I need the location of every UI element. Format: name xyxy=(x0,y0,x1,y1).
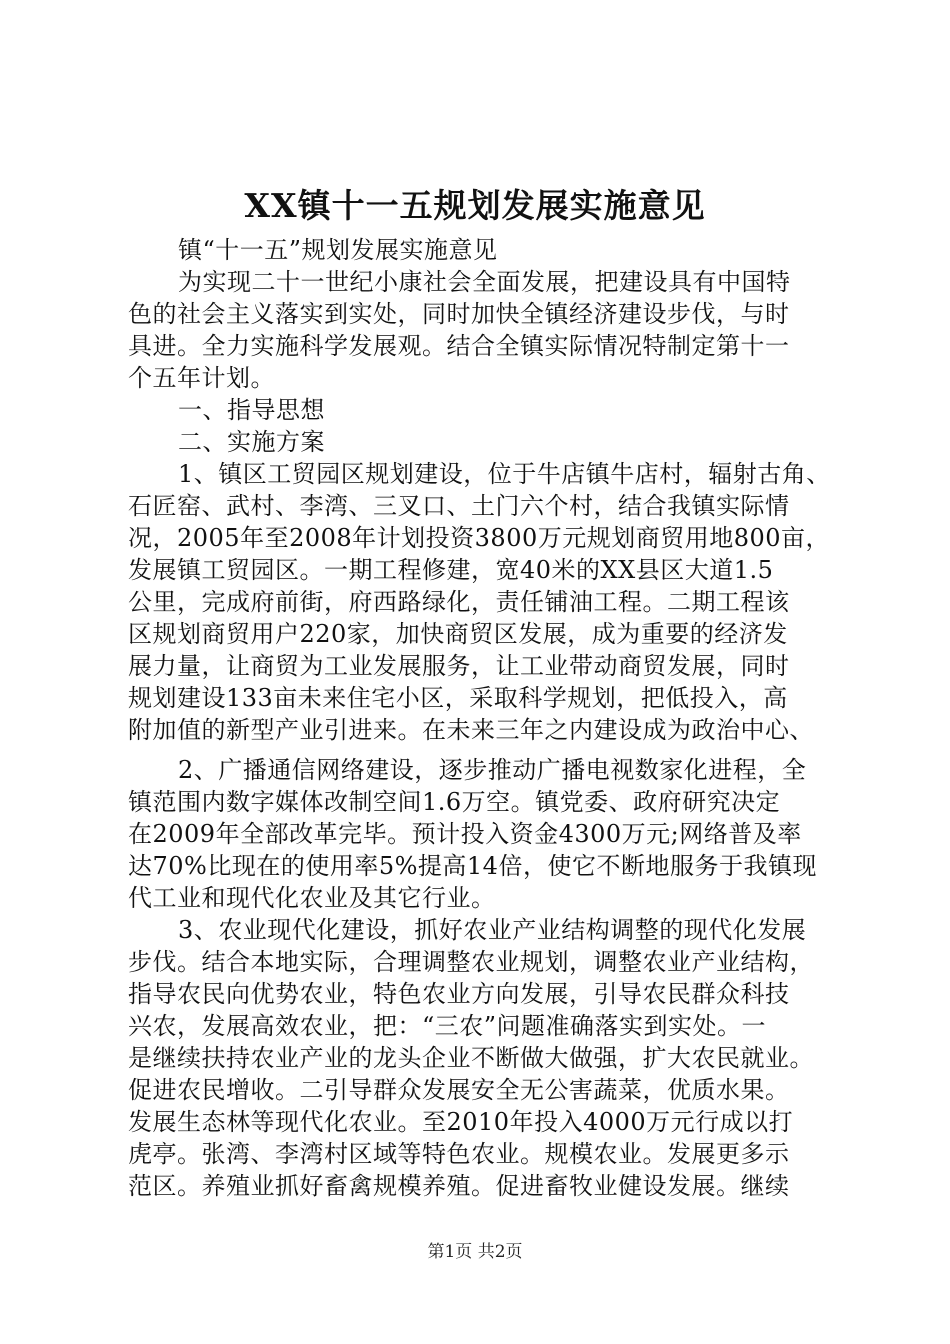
body-section-top xyxy=(128,234,835,746)
paragraph-line: 公里，完成府前街，府西路绿化，责任铺油工程。二期工程该 xyxy=(128,588,790,616)
paragraph-line: 在2009年全部改革完毕。预计投入资金4300万元;网络普及率 xyxy=(128,820,802,848)
paragraph-line: 个五年计划。 xyxy=(128,364,275,392)
paragraph-line: 规划建设133亩未来住宅小区，采取科学规划，把低投入，高 xyxy=(128,684,788,712)
paragraph-line: 是继续扶持农业产业的龙头企业不断做大做强，扩大农民就业。 xyxy=(128,1044,814,1072)
paragraph-line: 附加值的新型产业引进来。在未来三年之内建设成为政治中心、 xyxy=(128,716,814,744)
paragraph-line: 代工业和现代化农业及其它行业。 xyxy=(128,884,496,912)
section-heading: 一、指导思想 xyxy=(178,396,325,424)
paragraph-line: 镇范围内数字媒体改制空间1.6万空。镇党委、政府研究决定 xyxy=(128,788,781,816)
paragraph-line: 步伐。结合本地实际，合理调整农业规划，调整农业产业结构， xyxy=(128,948,814,976)
paragraph-line: 区规划商贸用户220家，加快商贸区发展，成为重要的经济发 xyxy=(128,620,788,648)
paragraph-line: 1、镇区工贸园区规划建设，位于牛店镇牛店村，辐射古角、 xyxy=(178,460,831,488)
paragraph-line: 指导农民向优势农业，特色农业方向发展，引导农民群众科技 xyxy=(128,980,790,1008)
paragraph-line: 况，2005年至2008年计划投资3800万元规划商贸用地800亩， xyxy=(128,524,831,552)
paragraph-line: 为实现二十一世纪小康社会全面发展，把建设具有中国特 xyxy=(178,268,791,296)
paragraph-line: 具进。全力实施科学发展观。结合全镇实际情况特制定第十一 xyxy=(128,332,790,360)
document-title: XX镇十一五规划发展实施意见 xyxy=(244,186,706,225)
paragraph-line: 达70%比现在的使用率5%提高14倍，使它不断地服务于我镇现 xyxy=(128,852,817,880)
paragraph-line: 3、农业现代化建设，抓好农业产业结构调整的现代化发展 xyxy=(178,916,807,944)
paragraph-line: 兴农，发展高效农业，把：“三农”问题准确落实到实处。一 xyxy=(128,1012,767,1040)
paragraph-line: 虎亭。张湾、李湾村区域等特色农业。规模农业。发展更多示 xyxy=(128,1140,790,1168)
paragraph-line: 镇“十一五”规划发展实施意见 xyxy=(178,236,498,264)
paragraph-line: 范区。养殖业抓好畜禽规模养殖。促进畜牧业健设发展。继续 xyxy=(128,1172,790,1200)
paragraph-line: 促进农民增收。二引导群众发展安全无公害蔬菜，优质水果。 xyxy=(128,1076,790,1104)
body-section-bottom xyxy=(128,754,835,1202)
section-heading: 二、实施方案 xyxy=(178,428,325,456)
paragraph-line: 发展生态林等现代化农业。至2010年投入4000万元行成以打 xyxy=(128,1108,794,1136)
page-footer: 第1页 共2页 xyxy=(427,1242,523,1262)
paragraph-line: 发展镇工贸园区。一期工程修建，宽40米的XX县区大道1.5 xyxy=(128,556,774,584)
paragraph-line: 石匠窑、武村、李湾、三叉口、土门六个村，结合我镇实际情 xyxy=(128,492,790,520)
paragraph-line: 色的社会主义落实到实处，同时加快全镇经济建设步伐，与时 xyxy=(128,300,790,328)
paragraph-line: 展力量，让商贸为工业发展服务，让工业带动商贸发展，同时 xyxy=(128,652,790,680)
paragraph-line: 2、广播通信网络建设，逐步推动广播电视数家化进程，全 xyxy=(178,756,807,784)
